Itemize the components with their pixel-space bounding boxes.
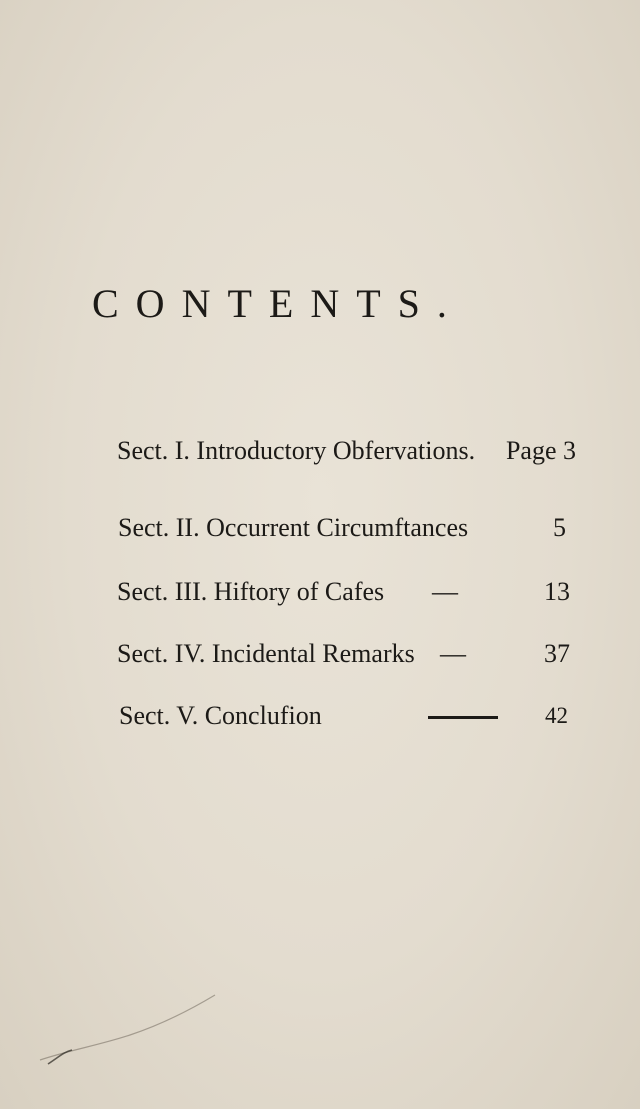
toc-entry-rule [428,716,498,719]
toc-entry-page: Page 3 [505,436,576,465]
toc-entry-label: Sect. I. Introductory Obfervations. [117,436,476,465]
ink-stain-mark [30,990,220,1070]
toc-entry-page: 5 [553,513,566,542]
toc-entry [0,429,640,473]
contents-heading: CONTENTS. [92,281,464,326]
toc-entry-page: 37 [544,639,570,668]
toc-entry-page: 13 [544,577,570,606]
toc-entry-label: Sect. V. Conclufion [119,701,322,730]
toc-entry-label: Sect. II. Occurrent Circumftances [118,513,469,542]
toc-entry [0,694,640,738]
toc-entry [0,632,640,676]
toc-entry-dash: — [432,577,458,606]
toc-entry [0,506,640,550]
toc-entry-page: 42 [545,703,568,728]
toc-entry [0,570,640,614]
toc-entry-label: Sect. III. Hiftory of Cafes [117,577,385,606]
toc-entry-dash: — [440,639,466,668]
toc-entry-label: Sect. IV. Incidental Remarks [117,639,415,668]
